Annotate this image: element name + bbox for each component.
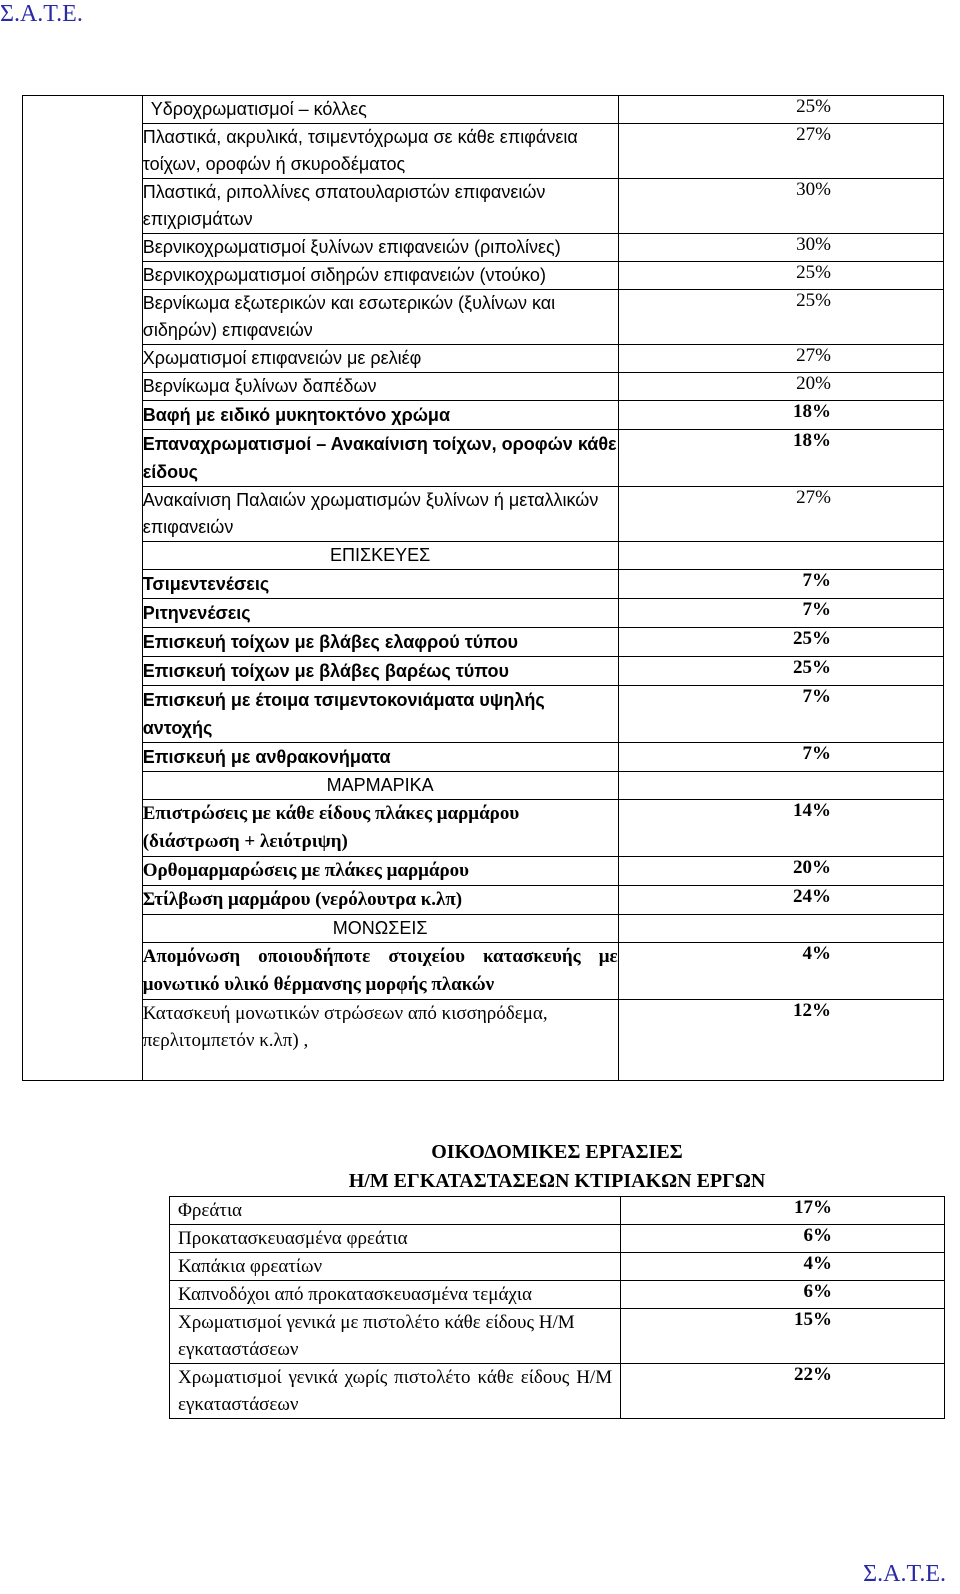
row-label: Πλαστικά, ριπολλίνες σπατουλαριστών επιφανειών επιχρισμάτων	[142, 179, 618, 234]
row-percent: 6%	[621, 1281, 945, 1309]
row-label: Επιστρώσεις με κάθε είδους πλάκες μαρμάρου (διάστρωση + λειότριψη)	[142, 800, 618, 857]
row-percent: 17%	[621, 1197, 945, 1225]
row-percent: 25%	[618, 262, 943, 290]
table-row	[23, 179, 944, 234]
left-margin-cell	[23, 96, 143, 1081]
row-percent: 7%	[618, 570, 943, 599]
document-footer: Σ.Α.Τ.Ε.	[863, 1561, 946, 1587]
table-row	[23, 430, 944, 487]
row-label: Βερνικοχρωματισμοί ξυλίνων επιφανειών (ριπολίνες)	[142, 234, 618, 262]
row-label: Χρωματισμοί επιφανειών με ρελιέφ	[142, 345, 618, 373]
work-percentages-table	[22, 95, 944, 1081]
row-percent: 20%	[618, 857, 943, 886]
table-row	[23, 124, 944, 179]
row-label: Επισκευή τοίχων με βλάβες βαρέως τύπου	[142, 657, 618, 686]
table-row	[23, 570, 944, 599]
row-percent: 18%	[618, 401, 943, 430]
table-row	[23, 628, 944, 657]
table-row	[23, 345, 944, 373]
row-label: Βαφή με ειδικό μυκητοκτόνο χρώμα	[142, 401, 618, 430]
row-label: Χρωματισμοί γενικά με πιστολέτο κάθε είδους Η/Μ εγκαταστάσεων	[170, 1309, 621, 1364]
table-row	[23, 686, 944, 743]
row-percent: 27%	[618, 124, 943, 179]
row-label: Ανακαίνιση Παλαιών χρωματισμών ξυλίνων ή μεταλλικών επιφανειών	[142, 487, 618, 542]
row-percent: 30%	[618, 179, 943, 234]
row-label: Επισκευή με έτοιμα τσιμεντοκονιάματα υψηλής αντοχής	[142, 686, 618, 743]
table-title-row	[170, 1132, 945, 1197]
row-label: Καπάκια φρεατίων	[170, 1253, 621, 1281]
row-label: Ριτηνενέσεις	[142, 599, 618, 628]
row-label: Υδροχρωματισμοί – κόλλες	[142, 96, 618, 124]
row-percent: 6%	[621, 1225, 945, 1253]
row-percent: 25%	[618, 657, 943, 686]
row-percent: 7%	[618, 599, 943, 628]
row-percent: 4%	[618, 943, 943, 1000]
table-row	[23, 290, 944, 345]
table-row	[23, 262, 944, 290]
row-label: Φρεάτια	[170, 1197, 621, 1225]
table-row	[23, 487, 944, 542]
section-title-marble: ΜΑΡΜΑΡΙΚΑ	[142, 772, 618, 800]
row-percent: 25%	[618, 628, 943, 657]
row-percent: 4%	[621, 1253, 945, 1281]
row-label: Τσιμεντενέσεις	[142, 570, 618, 599]
row-percent: 15%	[621, 1309, 945, 1364]
row-label: Πλαστικά, ακρυλικά, τσιμεντόχρωμα σε κάθε επιφάνεια τοίχων, οροφών ή σκυροδέματος	[142, 124, 618, 179]
table-row	[170, 1225, 945, 1253]
table-row	[23, 401, 944, 430]
row-label: Βερνίκωμα εξωτερικών και εσωτερικών (ξυλίνων και σιδηρών) επιφανειών	[142, 290, 618, 345]
row-label: Επισκευή τοίχων με βλάβες ελαφρού τύπου	[142, 628, 618, 657]
row-percent: 30%	[618, 234, 943, 262]
table-row	[23, 96, 944, 124]
table-row	[23, 943, 944, 1000]
row-percent: 7%	[618, 743, 943, 772]
table-row	[23, 743, 944, 772]
document-header: Σ.Α.Τ.Ε.	[0, 1, 83, 27]
mechanical-electrical-table	[169, 1132, 945, 1419]
empty-cell	[618, 772, 943, 800]
section-header-row	[23, 915, 944, 943]
table-row	[23, 657, 944, 686]
section-header-row	[23, 772, 944, 800]
empty-cell	[618, 915, 943, 943]
table-row	[23, 886, 944, 915]
row-percent: 12%	[618, 1000, 943, 1081]
row-label: Προκατασκευασμένα φρεάτια	[170, 1225, 621, 1253]
row-percent: 20%	[618, 373, 943, 401]
table-title-line2: Η/Μ ΕΓΚΑΤΑΣΤΑΣΕΩΝ ΚΤΙΡΙΑΚΩΝ ΕΡΓΩΝ	[348, 1170, 766, 1192]
row-percent: 18%	[618, 430, 943, 487]
empty-cell	[618, 542, 943, 570]
table-row	[23, 1000, 944, 1081]
row-label: Χρωματισμοί γενικά χωρίς πιστολέτο κάθε είδους Η/Μ εγκαταστάσεων	[170, 1364, 621, 1419]
row-label: Επισκευή με ανθρακονήματα	[142, 743, 618, 772]
row-percent: 14%	[618, 800, 943, 857]
table-row	[170, 1364, 945, 1419]
row-percent: 27%	[618, 487, 943, 542]
row-label: Ορθομαρμαρώσεις με πλάκες μαρμάρου	[142, 857, 618, 886]
row-percent: 25%	[618, 290, 943, 345]
row-percent: 27%	[618, 345, 943, 373]
row-label: Βερνίκωμα ξυλίνων δαπέδων	[142, 373, 618, 401]
row-label: Επαναχρωματισμοί – Ανακαίνιση τοίχων, οροφών κάθε είδους	[142, 430, 618, 487]
section-header-row	[23, 542, 944, 570]
table-row	[23, 373, 944, 401]
table-row	[170, 1309, 945, 1364]
table-row	[23, 234, 944, 262]
table-row	[170, 1253, 945, 1281]
table-row	[170, 1197, 945, 1225]
row-label: Απομόνωση οποιουδήποτε στοιχείου κατασκευής με μονωτικό υλικό θέρμανσης μορφής πλακών	[142, 943, 618, 1000]
row-label: Στίλβωση μαρμάρου (νερόλουτρα κ.λπ)	[142, 886, 618, 915]
table-row	[170, 1281, 945, 1309]
row-label: Καπνοδόχοι από προκατασκευασμένα τεμάχια	[170, 1281, 621, 1309]
row-percent: 7%	[618, 686, 943, 743]
table-title-line1: ΟΙΚΟΔΟΜΙΚΕΣ ΕΡΓΑΣΙΕΣ	[431, 1141, 683, 1163]
table-row	[23, 800, 944, 857]
table-title	[170, 1132, 945, 1197]
row-label: Κατασκευή μονωτικών στρώσεων από κισσηρόδεμα, περλιτομπετόν κ.λπ) ,	[142, 1000, 618, 1081]
section-title-repairs: ΕΠΙΣΚΕΥΕΣ	[142, 542, 618, 570]
row-percent: 22%	[621, 1364, 945, 1419]
row-label: Βερνικοχρωματισμοί σιδηρών επιφανειών (ντούκο)	[142, 262, 618, 290]
row-percent: 24%	[618, 886, 943, 915]
section-title-insulation: ΜΟΝΩΣΕΙΣ	[142, 915, 618, 943]
table-row	[23, 599, 944, 628]
table-row	[23, 857, 944, 886]
row-percent: 25%	[618, 96, 943, 124]
